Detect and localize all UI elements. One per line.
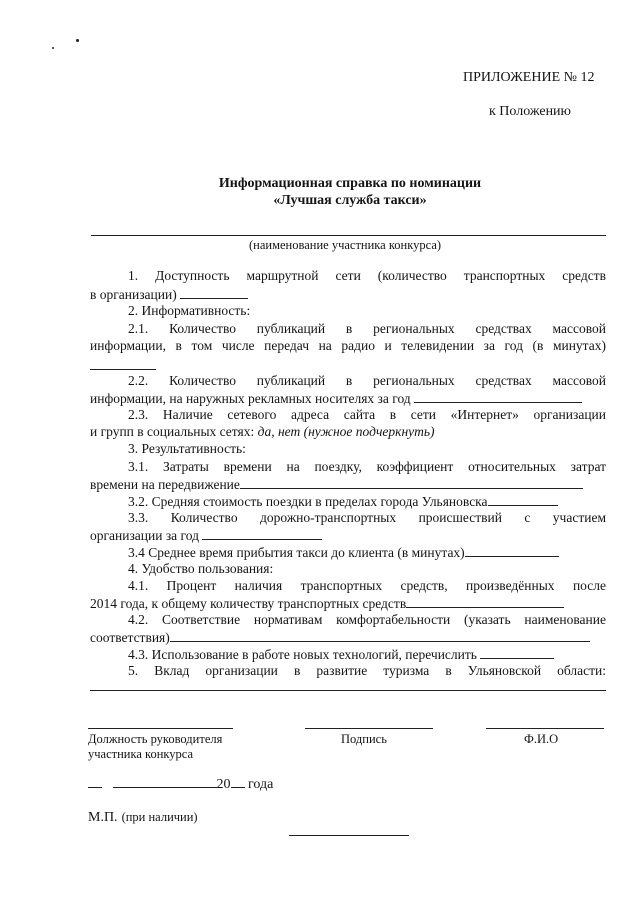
item-2-3-line2: и групп в социальных сетях: да, нет (нужное подчеркнуть) [90, 424, 435, 439]
regulation-label: к Положению [489, 104, 572, 119]
item-3-1-line2: времени на передвижение [90, 476, 583, 493]
fio-line[interactable] [486, 728, 604, 729]
participant-caption: (наименование участника конкурса) [249, 238, 442, 252]
participant-name-line [91, 235, 606, 236]
position-label-line1: Должность руководителя [88, 732, 223, 746]
day-blank[interactable] [88, 775, 102, 788]
position-signature-line[interactable] [88, 728, 233, 729]
item-3-2: 3.2. Средняя стоимость поездки в пределах города Ульяновска [128, 493, 558, 510]
item-3-heading: 3. Результативность: [128, 441, 246, 456]
stamp-line [289, 835, 409, 836]
item-4-3: 4.3. Использование в работе новых технологий, перечислить [128, 646, 554, 663]
appendix-label: ПРИЛОЖЕНИЕ № 12 [463, 70, 595, 85]
item-2-heading: 2. Информативность: [128, 303, 251, 318]
item-4-1-line2: 2014 года, к общему количеству транспортных средств [90, 595, 564, 612]
item-2-1-line1: 2.1. Количество публикаций в региональных средствах массовой [128, 321, 606, 336]
item-4-heading: 4. Удобство пользования: [128, 561, 274, 576]
stamp-label: М.П. (при наличии) [88, 810, 198, 825]
item-2-2-line2: информации, на наружных рекламных носителях за год [90, 390, 582, 407]
item-4-2-line2: соответствия) [90, 629, 590, 646]
answer-blank[interactable] [90, 690, 606, 691]
date-line: 20 года [88, 775, 273, 793]
item-3-3-line1: 3.3. Количество дорожно-транспортных происшествий с участием [128, 510, 606, 525]
month-blank[interactable] [113, 775, 217, 788]
scan-speck [76, 39, 79, 42]
answer-blank[interactable] [240, 476, 583, 489]
year-blank[interactable] [231, 775, 245, 788]
item-2-1-line2: информации, в том числе передач на радио и телевидении за год (в минутах) [90, 338, 606, 353]
answer-blank[interactable] [202, 527, 322, 540]
answer-blank[interactable] [488, 493, 558, 506]
answer-blank[interactable] [170, 629, 590, 642]
item-2-2-line1: 2.2. Количество публикаций в региональных средствах массовой [128, 373, 606, 388]
item-4-1-line1: 4.1. Процент наличия транспортных средств, произведённых после [128, 578, 606, 593]
position-label-line2: участника конкурса [88, 747, 194, 761]
item-5: 5. Вклад организации в развитие туризма в Ульяновской области: [128, 663, 606, 678]
signature-label: Подпись [341, 732, 387, 746]
answer-blank[interactable] [180, 286, 248, 299]
document-title-line2: «Лучшая служба такси» [273, 193, 427, 208]
item-3-3-line2: организации за год [90, 527, 322, 544]
answer-blank[interactable] [90, 369, 156, 370]
item-3-4: 3.4 Среднее время прибытия такси до клиента (в минутах) [128, 544, 559, 561]
item-4-2-line1: 4.2. Соответствие нормативам комфортабельности (указать наименование [128, 612, 606, 627]
item-3-1-line1: 3.1. Затраты времени на поездку, коэффициент относительных затрат [128, 459, 606, 474]
scan-speck [52, 47, 54, 49]
item-1-line2: в организации) [90, 286, 248, 303]
item-2-3-line1: 2.3. Наличие сетевого адреса сайта в сети «Интернет» организации [128, 407, 606, 422]
answer-blank[interactable] [406, 595, 564, 608]
signature-line[interactable] [305, 728, 433, 729]
yes-no-options[interactable]: да, нет (нужное подчеркнуть) [257, 424, 435, 439]
fio-label: Ф.И.О [524, 732, 559, 746]
answer-blank[interactable] [480, 646, 554, 659]
document-title-line1: Информационная справка по номинации [218, 176, 482, 191]
answer-blank[interactable] [414, 390, 582, 403]
answer-blank[interactable] [465, 544, 559, 557]
item-1-line1: 1. Доступность маршрутной сети (количество транспортных средств [128, 268, 606, 283]
